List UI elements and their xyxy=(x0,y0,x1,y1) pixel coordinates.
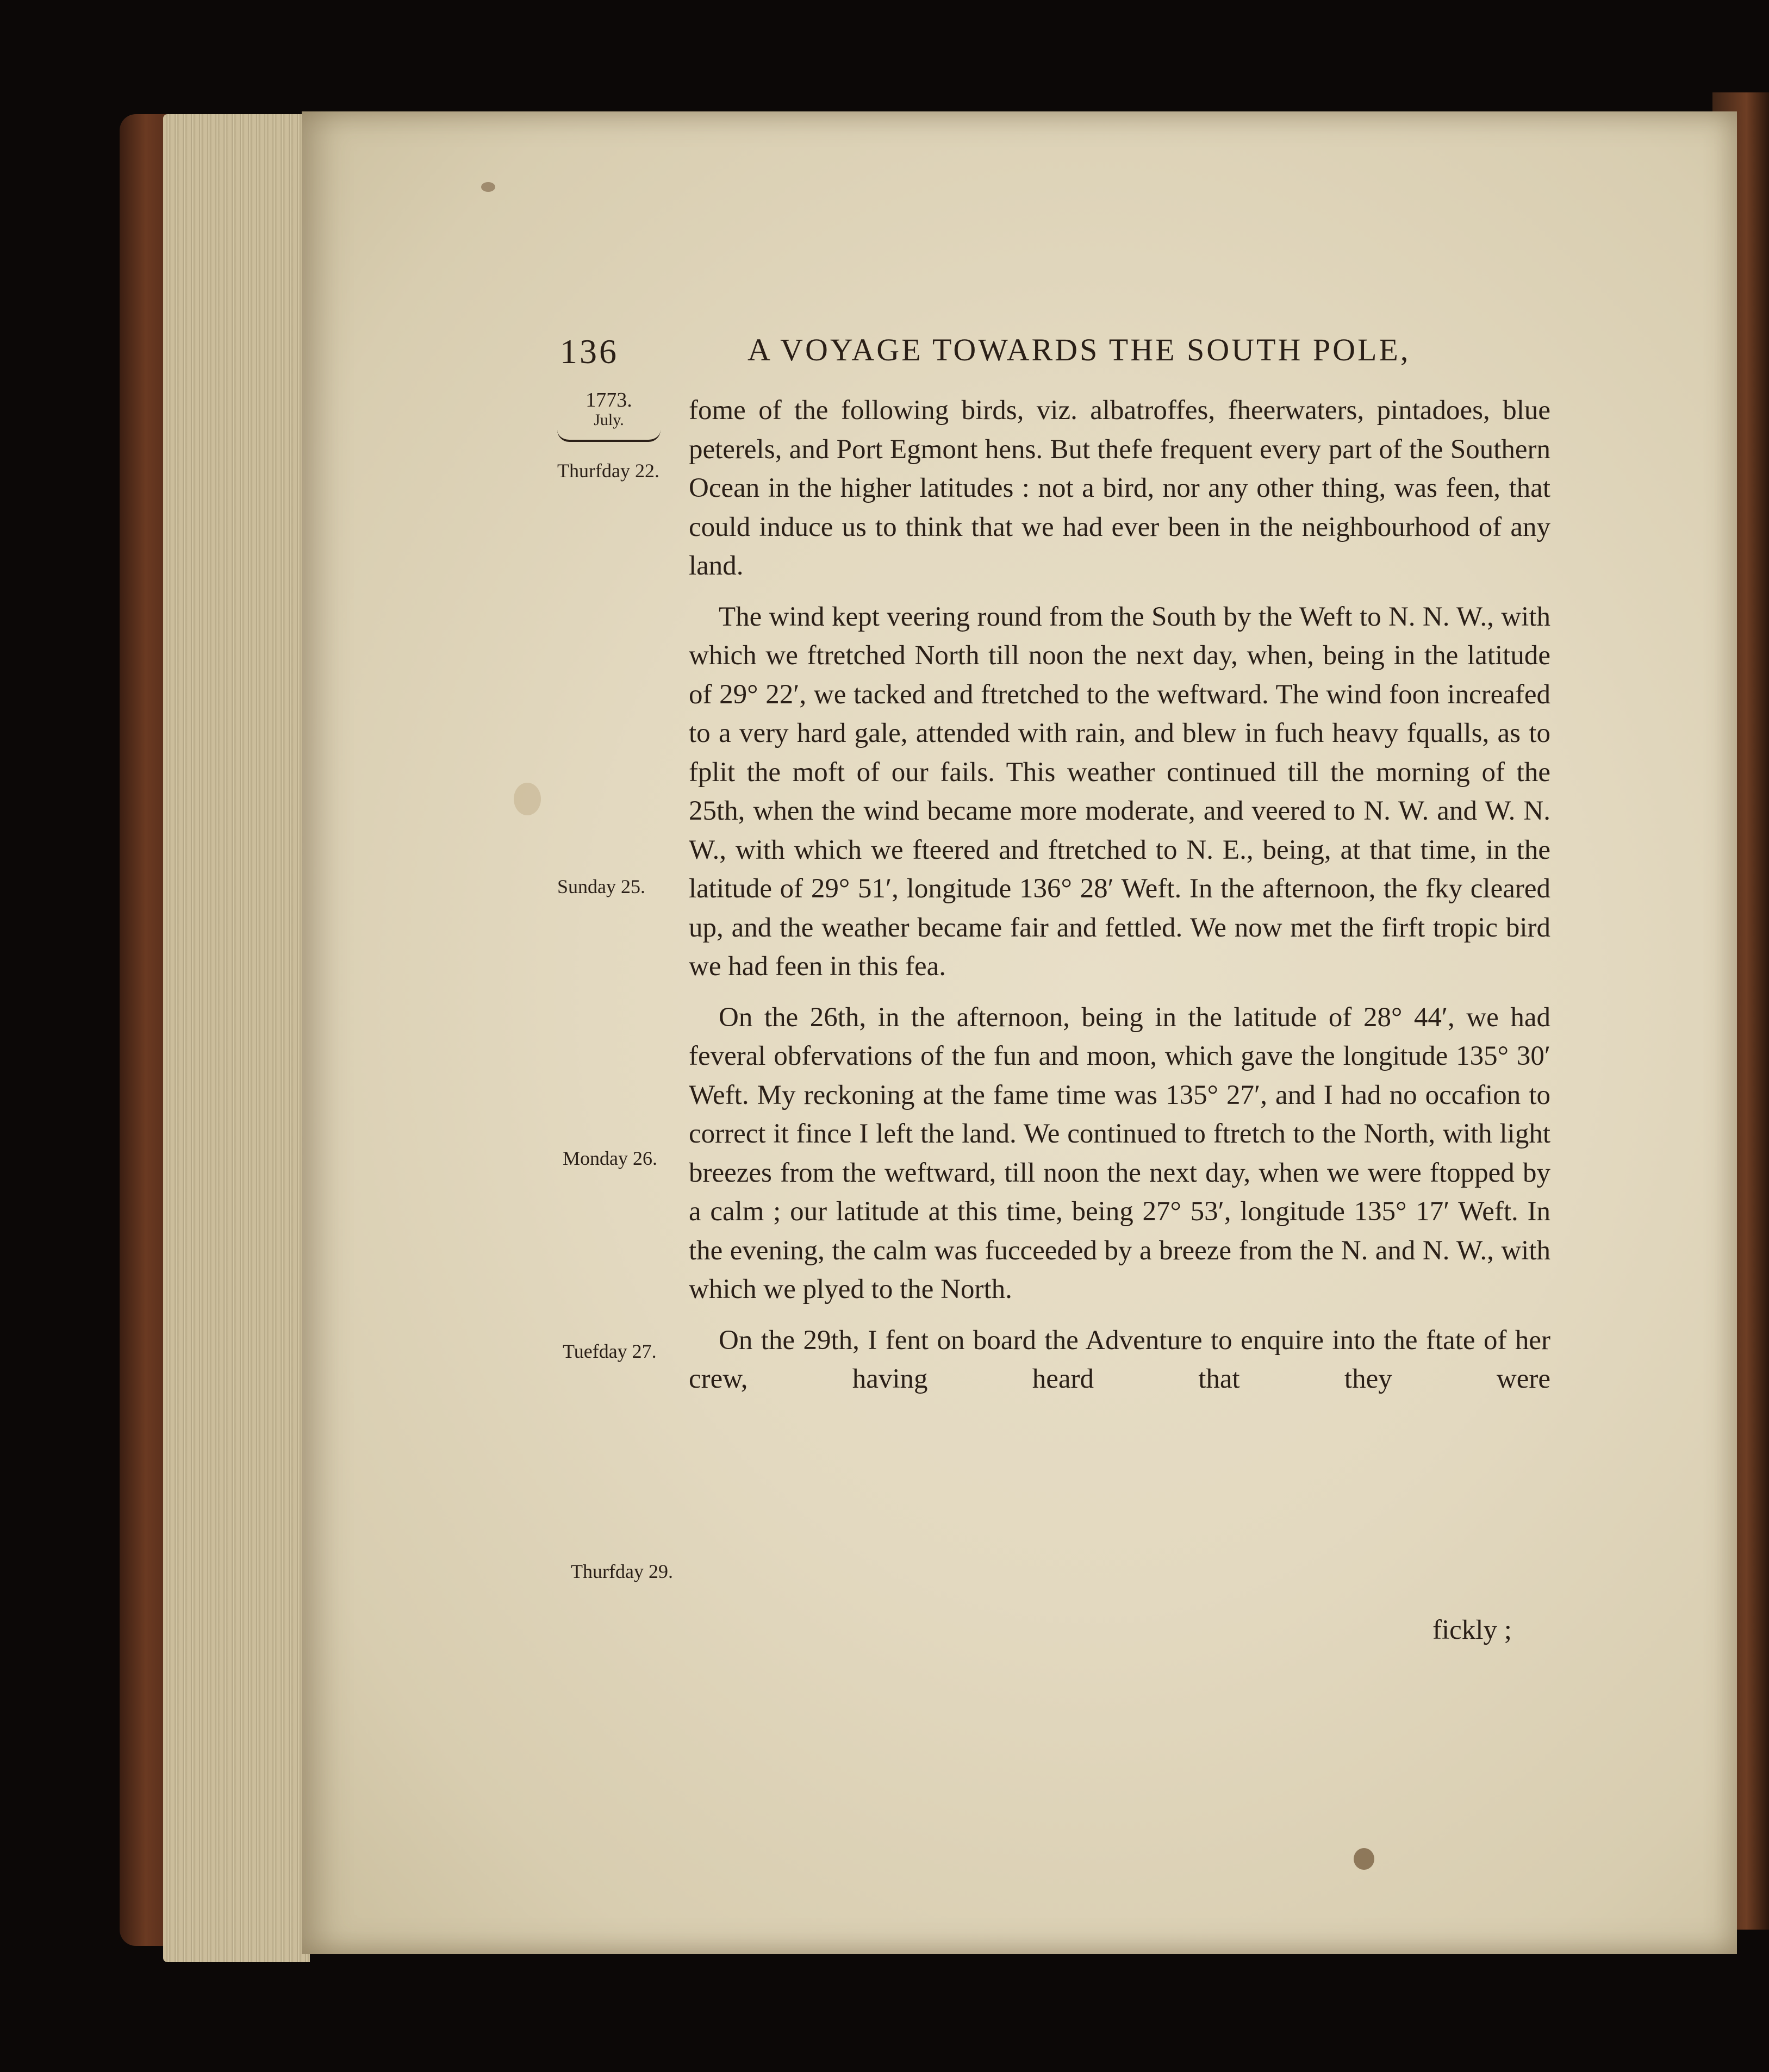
margin-note: Thurfday 22. xyxy=(557,460,659,482)
paragraph: fome of the following birds, viz. albatroffes, fheerwaters, pintadoes, blue peterels, and Port Egmont hens. But thefe frequent every part of the Southern Ocean in the higher latitudes : not a bird, nor any other thing, was feen, that could induce us to think that we had ever been in the neighbourhood of any land. xyxy=(689,395,1550,581)
page-edges-left xyxy=(163,114,310,1962)
page-stain xyxy=(1354,1848,1374,1870)
brace-mark xyxy=(557,430,661,442)
page-body xyxy=(689,391,1550,1399)
page-stain xyxy=(481,182,495,192)
margin-date-block xyxy=(552,389,666,442)
paragraph: On the 29th, I fent on board the Adventure to enquire into the ftate of her crew, having heard that they were xyxy=(689,1325,1550,1394)
page-stain xyxy=(514,783,541,815)
margin-year: 1773. xyxy=(585,389,632,411)
book-page xyxy=(302,111,1737,1954)
margin-note: Sunday 25. xyxy=(557,876,645,897)
paragraph: The wind kept veering round from the South by the Weft to N. N. W., with which we ftretched North till noon the next day, when, being in the latitude of 29° 22′, we tacked and ftretched to the weftward. The wind foon increafed to a very hard gale, attended with rain, and blew in fuch heavy fqualls, as to fplit the moft of our fails. This weather continued till the morning of the 25th, when the wind became more moderate, and veered to N. W. and W. N. W., with which we fteered and ftretched to N. E., being, at that time, in the latitude of 29° 51′, longitude 136° 28′ Weft. In the afternoon, the fky cleared up, and the weather became fair and fettled. We now met the firft tropic bird we had feen in this fea. xyxy=(689,601,1550,982)
page-header xyxy=(560,332,1769,397)
margin-note: Monday 26. xyxy=(563,1147,657,1169)
margin-month: July. xyxy=(594,411,624,429)
margin-note: Tuefday 27. xyxy=(563,1340,657,1362)
page-number: 136 xyxy=(560,332,619,371)
margin-note: Thurfday 29. xyxy=(571,1561,673,1582)
paragraph: On the 26th, in the afternoon, being in the latitude of 28° 44′, we had feveral obfervations of the fun and moon, which gave the longitude 135° 30′ Weft. My reckoning at the fame time was 135° 27′, and I had no occafion to correct it fince I left the land. We continued to ftretch to the North, with light breezes from the weftward, till noon the next day, when we were ftopped by a calm ; our latitude at this time, being 27° 53′, longitude 135° 17′ Weft. In the evening, the calm was fucceeded by a breeze from the N. and N. W., with which we plyed to the North. xyxy=(689,1002,1550,1305)
catchword: fickly ; xyxy=(1432,1615,1512,1645)
running-title: A VOYAGE TOWARDS THE SOUTH POLE, xyxy=(748,332,1411,367)
